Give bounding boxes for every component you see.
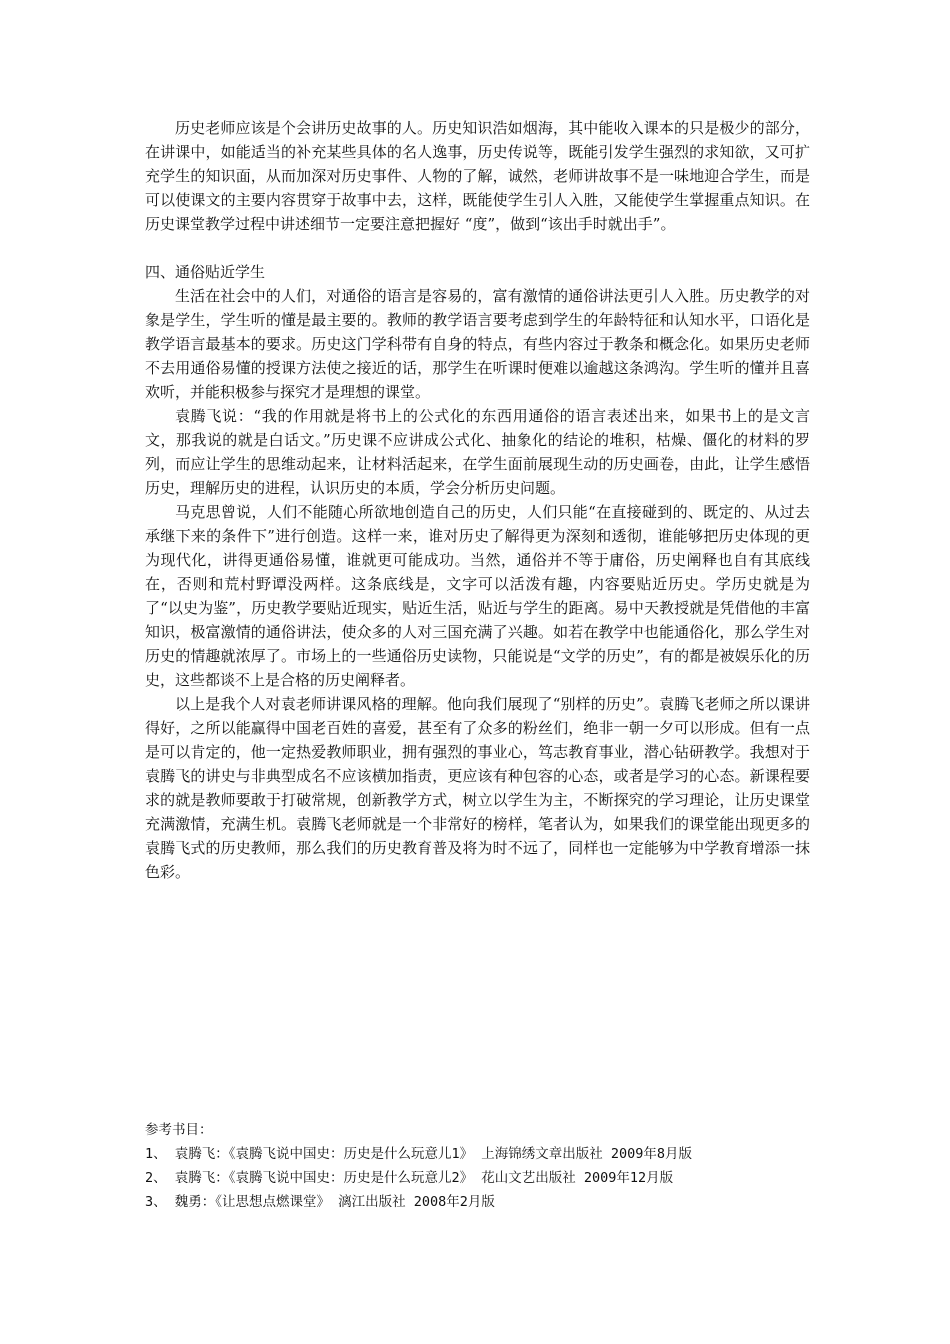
section-heading: 四、通俗贴近学生 <box>145 263 266 281</box>
paragraph: 以上是我个人对袁老师讲课风格的理解。他向我们展现了“别样的历史”。袁腾飞老师之所以课讲得好，之所以能赢得中国老百姓的喜爱，甚至有了众多的粉丝们，绝非一朝一夕可以形成。但有一点是可以肯定的，他一定热爱教师职业，拥有强烈的事业心，笃志教育事业，潜心钻研教学。我想对于袁腾飞的讲史与非典型成名不应该横加指责，更应该有种包容的心态，或者是学习的心态。新课程要求的就是教师要敢于打破常规，创新教学方式，树立以学生为主，不断探究的学习理论，让历史课堂充满激情，充满生机。袁腾飞老师就是一个非常好的榜样，笔者认为，如果我们的课堂能出现更多的袁腾飞式的历史教师，那么我们的历史教育普及将为时不远了，同样也一定能够为中学教育增添一抹色彩。 <box>145 695 810 881</box>
reference-item: 3、 魏勇：《让思想点燃课堂》 漓江出版社 2008年2月版 <box>145 1194 495 1210</box>
reference-item: 2、 袁腾飞：《袁腾飞说中国史：历史是什么玩意儿2》 花山文艺出版社 2009年12月版 <box>145 1170 674 1186</box>
reference-item: 1、 袁腾飞：《袁腾飞说中国史：历史是什么玩意儿1》 上海锦绣文章出版社 2009年8月版 <box>145 1146 693 1162</box>
paragraph: 生活在社会中的人们，对通俗的语言是容易的，富有激情的通俗讲法更引人入胜。历史教学的对象是学生，学生听的懂是最主要的。教师的教学语言要考虑到学生的年龄特征和认知水平，口语化是教学语言最基本的要求。历史这门学科带有自身的特点，有些内容过于教条和概念化。如果历史老师不去用通俗易懂的授课方法使之接近的话，那学生在听课时便难以逾越这条鸿沟。学生听的懂并且喜欢听，并能积极参与探究才是理想的课堂。 <box>145 287 810 401</box>
paragraph: 马克思曾说，人们不能随心所欲地创造自己的历史，人们只能“在直接碰到的、既定的、从过去承继下来的条件下”进行创造。这样一来，谁对历史了解得更为深刻和透彻，谁能够把历史体现的更为现代化，讲得更通俗易懂，谁就更可能成功。当然，通俗并不等于庸俗，历史阐释也自有其底线在，否则和荒村野谭没两样。这条底线是，文字可以活泼有趣，内容要贴近历史。学历史就是为了“以史为鉴”，历史教学要贴近现实，贴近生活，贴近与学生的距离。易中天教授就是凭借他的丰富知识，极富激情的通俗讲法，使众多的人对三国充满了兴趣。如若在教学中也能通俗化，那么学生对历史的情趣就浓厚了。市场上的一些通俗历史读物，只能说是“文学的历史”，有的都是被娱乐化的历史，这些都谈不上是合格的历史阐释者。 <box>145 503 810 689</box>
paragraph: 袁腾飞说：“我的作用就是将书上的公式化的东西用通俗的语言表述出来，如果书上的是文言文，那我说的就是白话文。”历史课不应讲成公式化、抽象化的结论的堆积，枯燥、僵化的材料的罗列，而应让学生的思维动起来，让材料活起来，在学生面前展现生动的历史画卷，由此，让学生感悟历史，理解历史的进程，认识历史的本质，学会分析历史问题。 <box>145 407 810 497</box>
document-body <box>145 116 810 884</box>
paragraph: 历史老师应该是个会讲历史故事的人。历史知识浩如烟海，其中能收入课本的只是极少的部分，在讲课中，如能适当的补充某些具体的名人逸事，历史传说等，既能引发学生强烈的求知欲，又可扩充学生的知识面，从而加深对历史事件、人物的了解，诚然，老师讲故事不是一味地迎合学生，而是可以使课文的主要内容贯穿于故事中去，这样，既能使学生引人入胜，又能使学生掌握重点知识。在历史课堂教学过程中讲述细节一定要注意把握好 “度”，做到“该出手时就出手”。 <box>145 119 810 233</box>
references-title: 参考书目： <box>145 1122 213 1138</box>
references-section <box>145 1118 825 1214</box>
